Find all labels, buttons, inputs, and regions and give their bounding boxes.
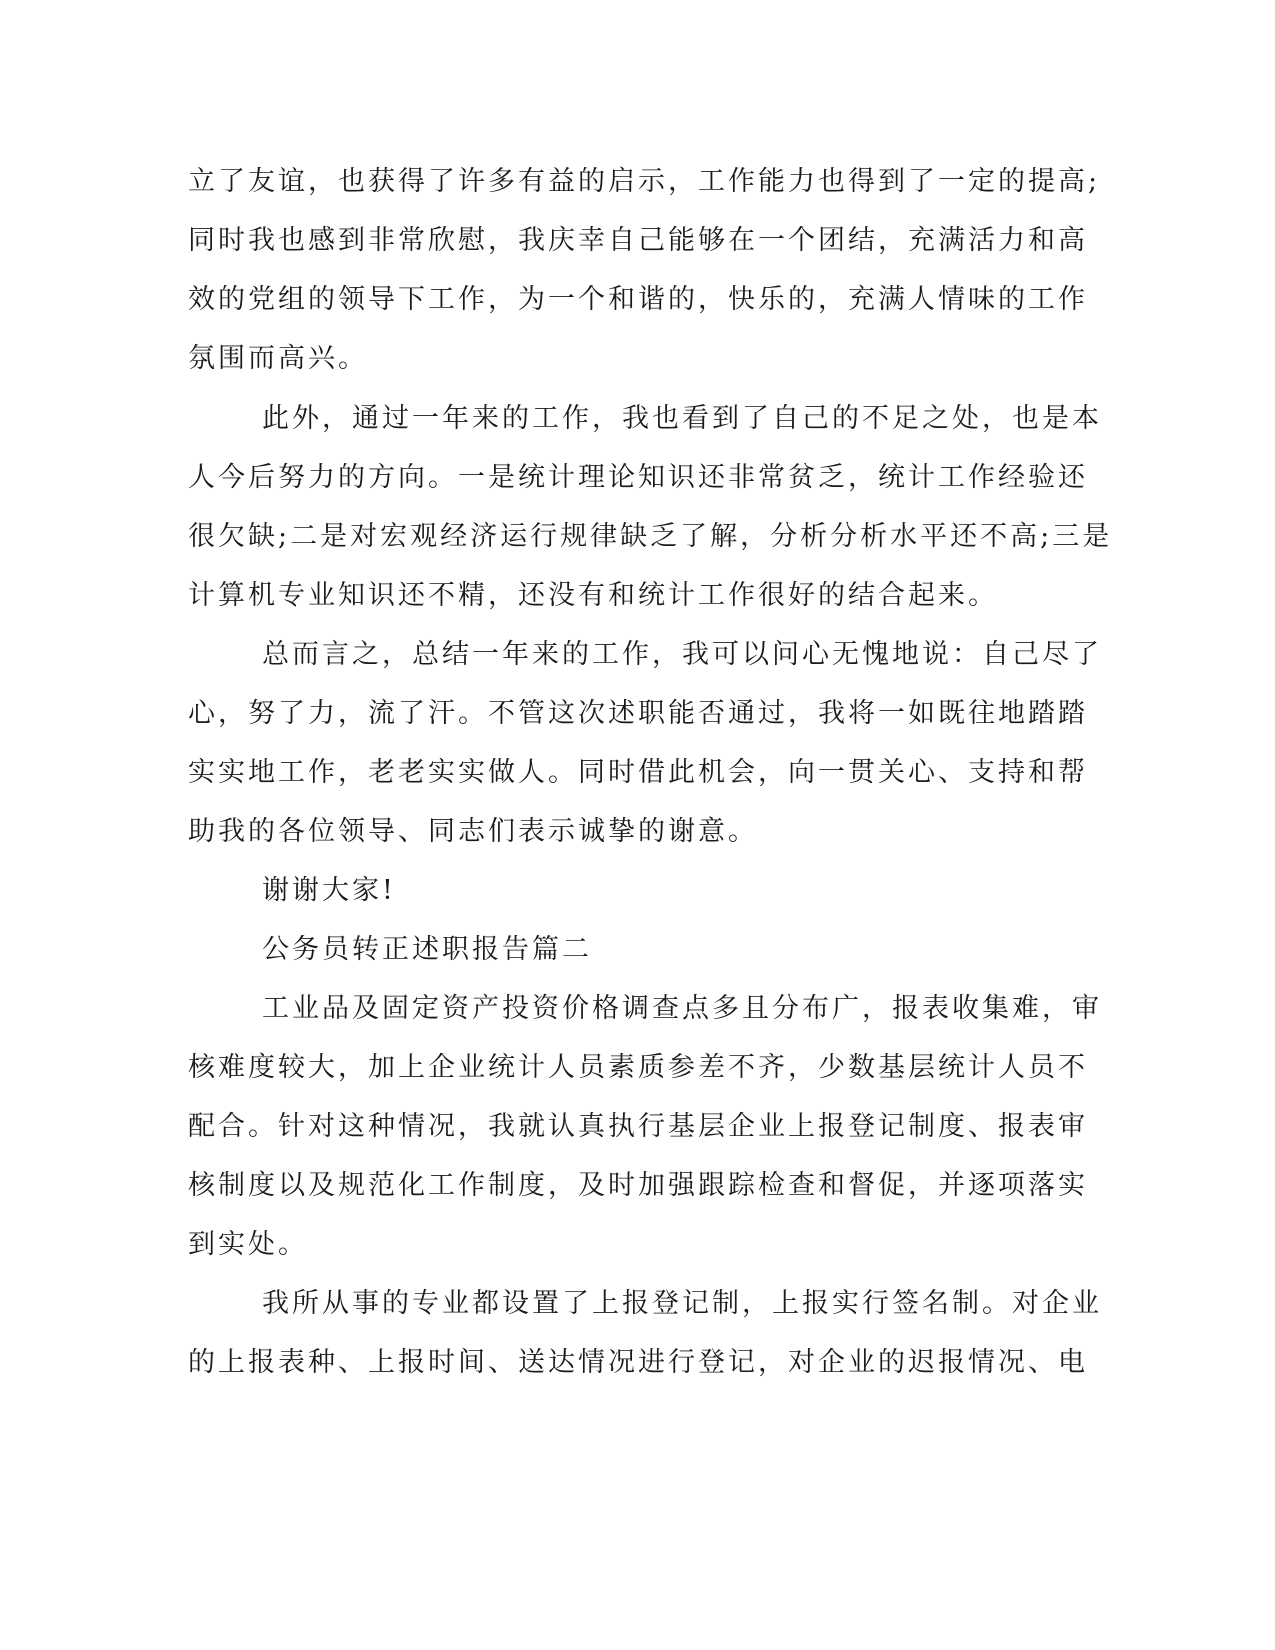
text-line: 核难度较大，加上企业统计人员素质参差不齐，少数基层统计人员不 <box>188 1052 1088 1083</box>
paragraph-first-line: 工业品及固定资产投资价格调查点多且分布广，报表收集难，审 <box>262 993 1102 1024</box>
paragraph-first-line: 此外，通过一年来的工作，我也看到了自己的不足之处，也是本 <box>262 403 1102 434</box>
text-line: 核制度以及规范化工作制度，及时加强跟踪检查和督促，并逐项落实 <box>188 1170 1088 1201</box>
text-line: 到实处。 <box>188 1229 308 1260</box>
text-line: 很欠缺;二是对宏观经济运行规律缺乏了解，分析分析水平还不高;三是 <box>188 521 1113 552</box>
text-line: 心，努了力，流了汗。不管这次述职能否通过，我将一如既往地踏踏 <box>188 698 1088 729</box>
section-heading: 公务员转正述职报告篇二 <box>262 934 592 965</box>
text-line: 配合。针对这种情况，我就认真执行基层企业上报登记制度、报表审 <box>188 1111 1088 1142</box>
text-line: 同时我也感到非常欣慰，我庆幸自己能够在一个团结，充满活力和高 <box>188 225 1088 256</box>
text-line: 助我的各位领导、同志们表示诚挚的谢意。 <box>188 816 758 847</box>
paragraph-first-line: 总而言之，总结一年来的工作，我可以问心无愧地说：自己尽了 <box>262 639 1102 670</box>
text-line: 人今后努力的方向。一是统计理论知识还非常贫乏，统计工作经验还 <box>188 462 1088 493</box>
text-line: 立了友谊，也获得了许多有益的启示，工作能力也得到了一定的提高; <box>188 166 1101 197</box>
text-line: 计算机专业知识还不精，还没有和统计工作很好的结合起来。 <box>188 580 998 611</box>
text-line: 的上报表种、上报时间、送达情况进行登记，对企业的迟报情况、电 <box>188 1347 1088 1378</box>
text-line: 氛围而高兴。 <box>188 343 368 374</box>
text-line: 效的党组的领导下工作，为一个和谐的，快乐的，充满人情味的工作 <box>188 284 1088 315</box>
closing-thanks: 谢谢大家! <box>262 875 396 906</box>
paragraph-first-line: 我所从事的专业都设置了上报登记制，上报实行签名制。对企业 <box>262 1288 1102 1319</box>
text-line: 实实地工作，老老实实做人。同时借此机会，向一贯关心、支持和帮 <box>188 757 1088 788</box>
